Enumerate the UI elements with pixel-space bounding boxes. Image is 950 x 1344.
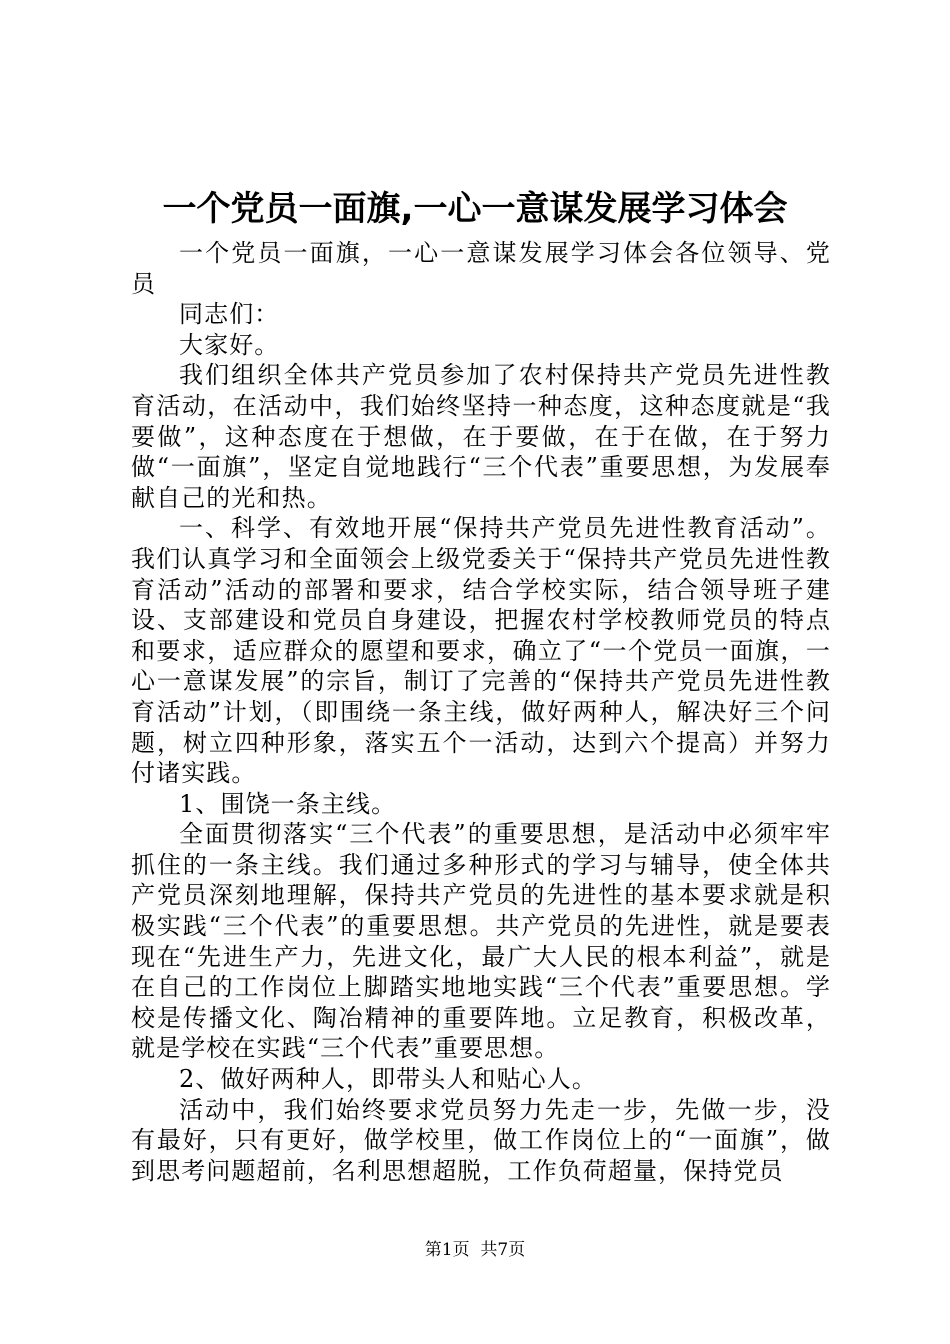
paragraph-overview: 我们组织全体共产党员参加了农村保持共产党员先进性教育活动，在活动中，我们始终坚持一种态度，这种态度就是“我要做”，这种态度在于想做，在于要做，在于在做，在于努力做“一面旗”，坚定自觉地践行“三个代表”重要思想，为发展奉献自己的光和热。 xyxy=(131,361,831,512)
paragraph-intro: 一个党员一面旗，一心一意谋发展学习体会各位领导、党员 xyxy=(131,239,831,298)
paragraph-section-1: 一、科学、有效地开展“保持共产党员先进性教育活动”。我们认真学习和全面领会上级党委关于“保持共产党员先进性教育活动”活动的部署和要求，结合学校实际，结合领导班子建设、支部建设和党员自身建设，把握农村学校教师党员的特点和要求，适应群众的愿望和要求，确立了“一个党员一面旗，一心一意谋发展”的宗旨，制订了完善的“保持共产党员先进性教育活动”计划，（即围绕一条主线，做好两种人，解决好三个问题，树立四种形象，落实五个一活动，达到六个提高）并努力付诸实践。 xyxy=(131,514,831,788)
document-body xyxy=(131,238,831,1186)
footer-gap xyxy=(470,1240,481,1260)
paragraph-subheading-2: 2、做好两种人，即带头人和贴心人。 xyxy=(179,1065,597,1094)
paragraph-two-kinds: 活动中，我们始终要求党员努力先走一步，先做一步，没有最好，只有更好，做学校里，做工作岗位上的“一面旗”，做到思考问题超前，名利思想超脱，工作负荷超量，保持党员 xyxy=(131,1095,831,1185)
paragraph-greeting: 大家好。 xyxy=(179,330,280,359)
paragraph-main-line: 全面贯彻落实“三个代表”的重要思想，是活动中必须牢牢抓住的一条主线。我们通过多种形式的学习与辅导，使全体共产党员深刻地理解，保持共产党员的先进性的基本要求就是积极实践“三个代表”的重要思想。共产党员的先进性，就是要表现在“先进生产力，先进文化，最广大人民的根本利益”，就是在自己的工作岗位上脚踏实地地实践“三个代表”重要思想。学校是传播文化、陶冶精神的重要阵地。立足教育，积极改革，就是学校在实践“三个代表”重要思想。 xyxy=(131,820,831,1063)
document-title: 一个党员一面旗,一心一意谋发展学习体会 xyxy=(162,189,788,229)
page-total: 共7页 xyxy=(480,1240,526,1260)
paragraph-subheading-1: 1、围饶一条主线。 xyxy=(179,789,397,818)
paragraph-salutation: 同志们： xyxy=(179,300,280,329)
page-footer xyxy=(0,1238,950,1262)
page-number: 第1页 xyxy=(424,1240,470,1260)
